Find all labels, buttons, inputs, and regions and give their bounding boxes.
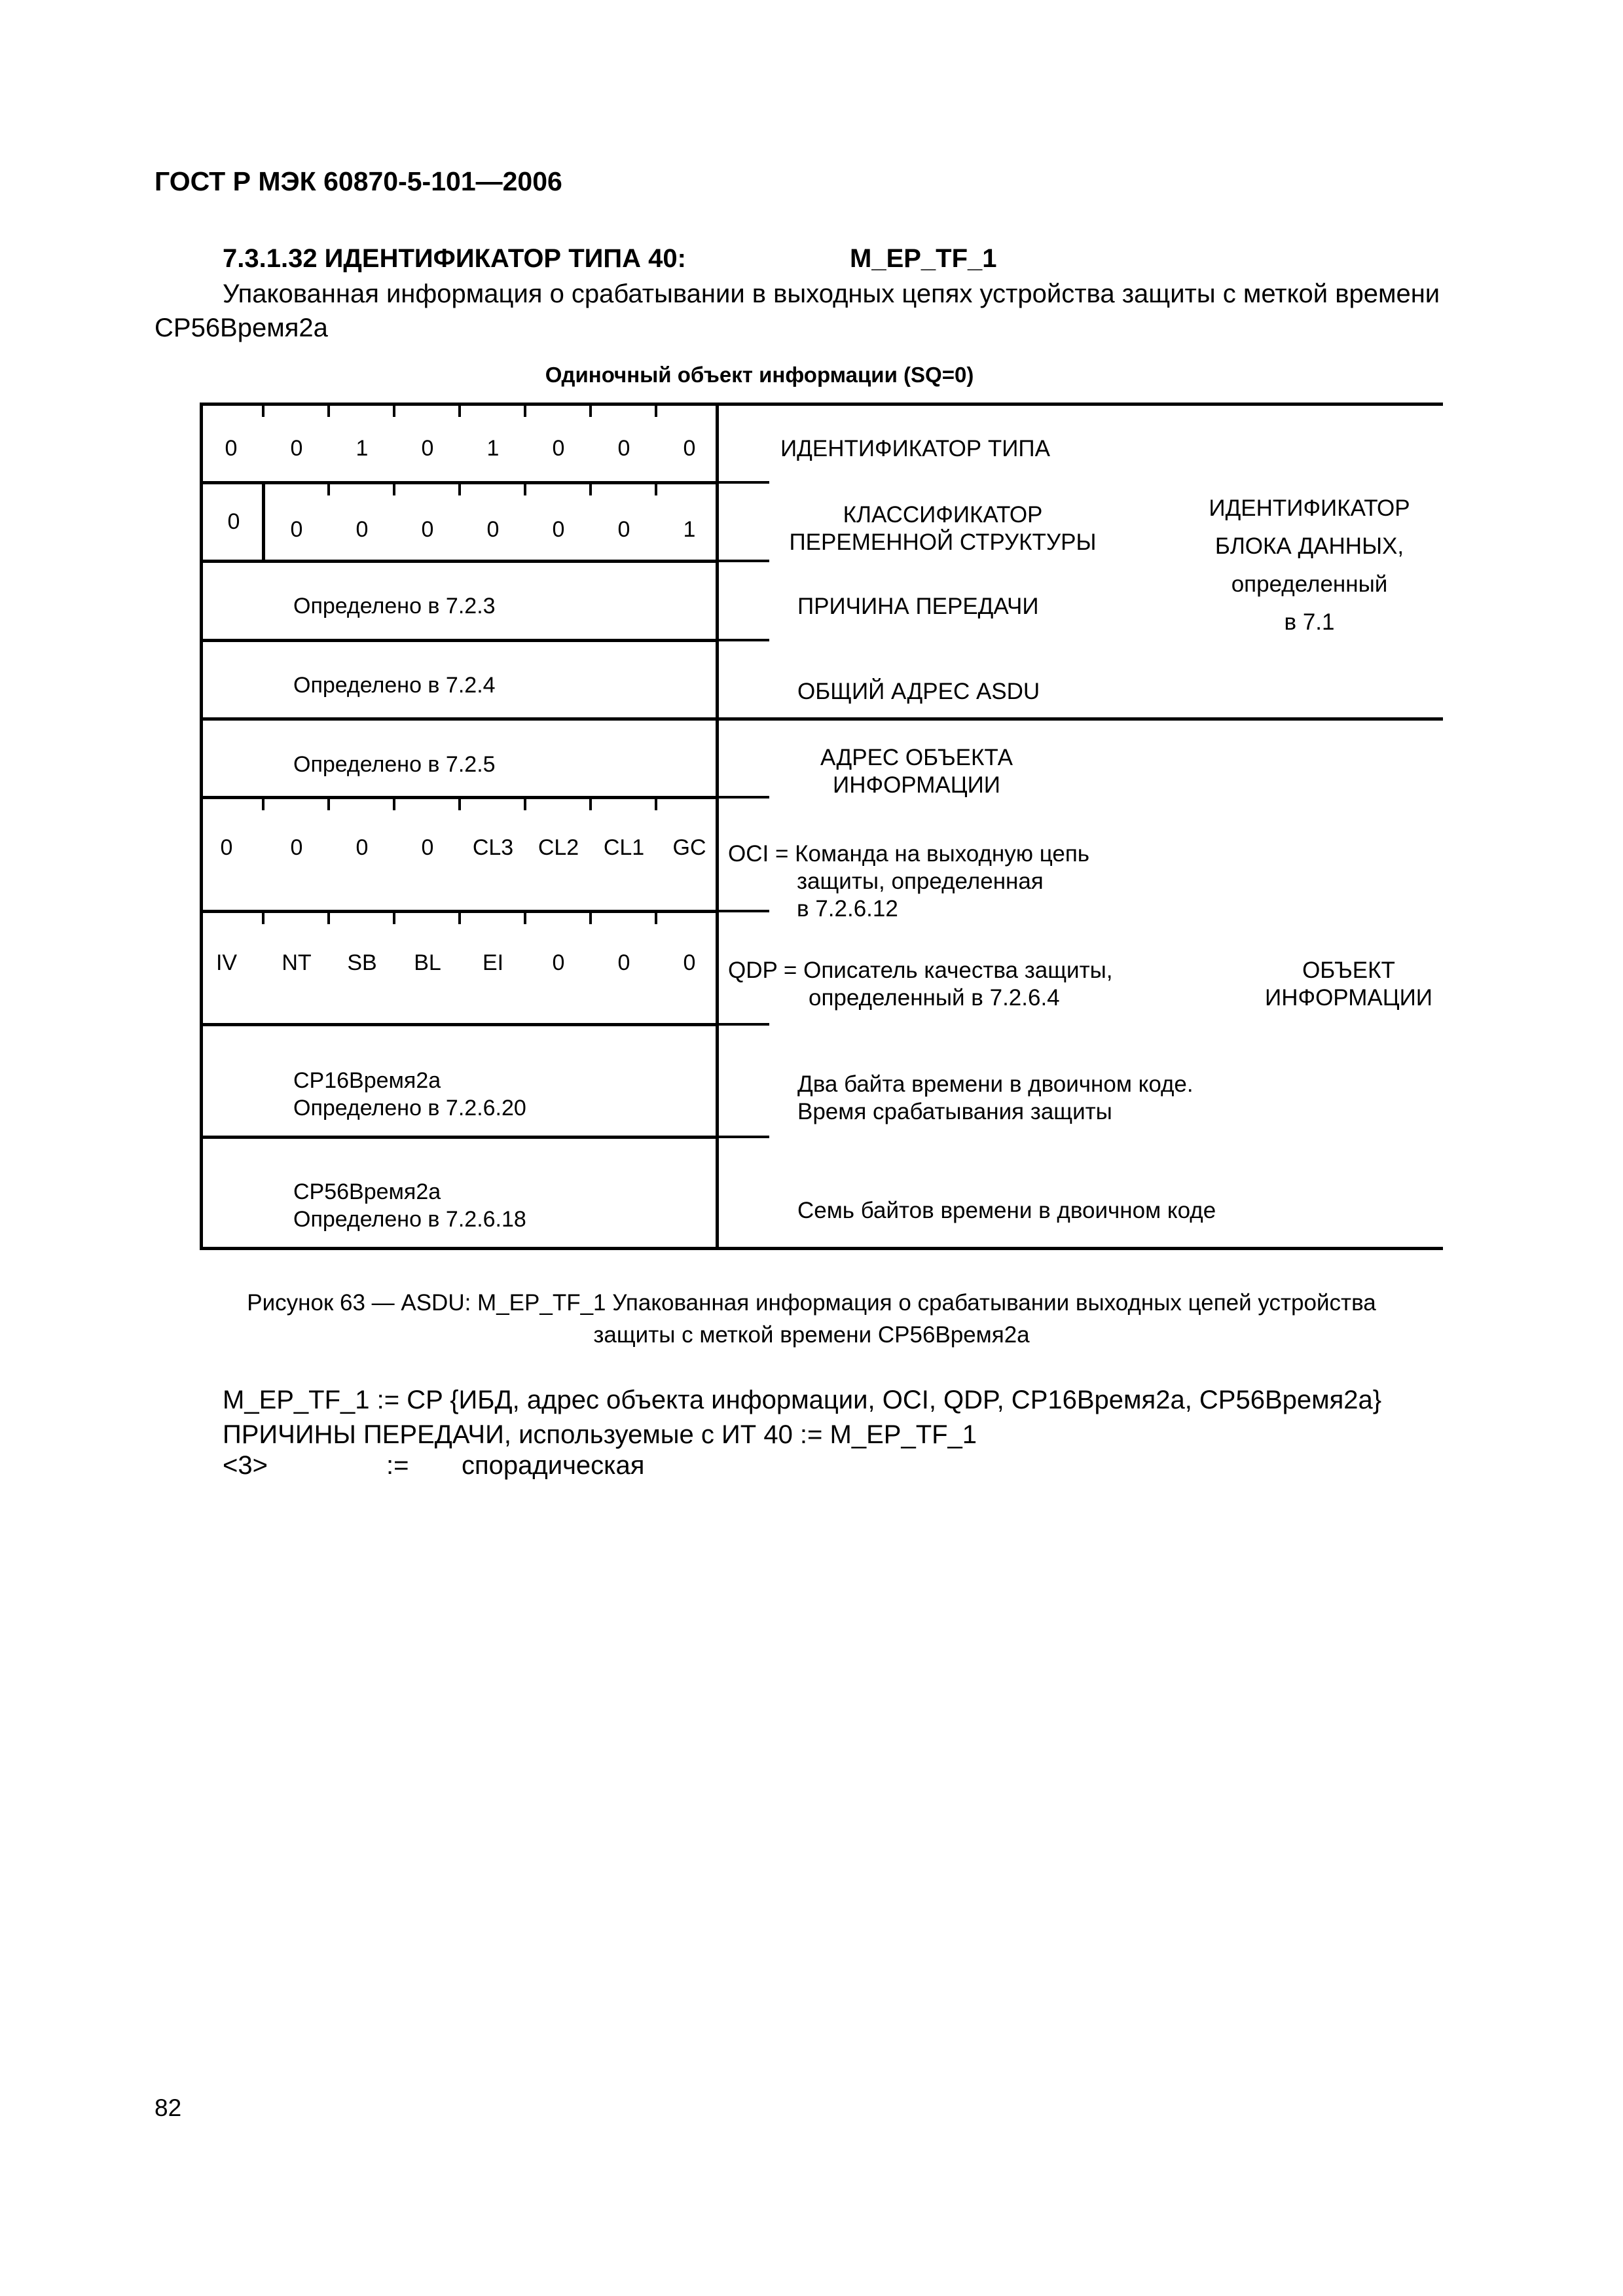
cp56-name: СР56Время2а xyxy=(293,1179,441,1204)
cp56-cell xyxy=(293,1178,526,1233)
bit-tick xyxy=(458,484,461,495)
type-id-bit-4: 1 xyxy=(486,436,500,461)
label-io-line2: ИНФОРМАЦИИ xyxy=(1265,985,1432,1011)
qdp-bit: 0 xyxy=(617,950,630,975)
cot-code: <3> xyxy=(223,1451,268,1480)
qdp-bit: EI xyxy=(482,950,504,975)
bit-tick xyxy=(327,913,330,924)
vsq-sq-bit: 0 xyxy=(227,509,240,534)
bit-tick xyxy=(524,484,526,495)
row-line-8 xyxy=(201,1136,717,1139)
label-ioa-line2: ИНФОРМАЦИИ xyxy=(833,772,1000,798)
cot-value: спорадическая xyxy=(462,1451,645,1480)
label-cot: ПРИЧИНА ПЕРЕДАЧИ xyxy=(797,594,1039,619)
vsq-bit: 1 xyxy=(683,517,696,542)
qdp-bit: BL xyxy=(414,950,441,975)
label-ioa-line1: АДРЕС ОБЪЕКТА xyxy=(820,745,1013,770)
vsq-bit: 0 xyxy=(290,517,303,542)
row-line-7 xyxy=(201,1023,717,1026)
bit-tick xyxy=(458,913,461,924)
label-cp56: Семь байтов времени в двоичном коде xyxy=(797,1198,1216,1223)
bit-tick xyxy=(524,799,526,810)
description-line-1: Упакованная информация о срабатывании в выходных цепях устройства защиты с меткой времени xyxy=(223,279,1440,308)
cot-assign: := xyxy=(386,1451,409,1480)
bit-tick xyxy=(327,406,330,417)
bit-tick xyxy=(262,913,264,924)
bit-tick xyxy=(393,406,395,417)
stub-3 xyxy=(717,639,769,641)
cp56-ref: Определено в 7.2.6.18 xyxy=(293,1207,526,1232)
section-type-code: M_EP_TF_1 xyxy=(850,244,997,273)
label-type-id: ИДЕНТИФИКАТОР ТИПА xyxy=(780,436,1050,461)
type-id-bit-6: 1 xyxy=(356,436,369,461)
cp16-ref: Определено в 7.2.6.20 xyxy=(293,1096,526,1121)
bit-tick xyxy=(262,406,264,417)
oci-bit: 0 xyxy=(290,835,303,860)
row-line-9 xyxy=(201,1247,1443,1250)
type-id-bit-5: 0 xyxy=(421,436,434,461)
type-id-bit-2: 0 xyxy=(617,436,630,461)
label-cp16-line1: Два байта времени в двоичном коде. xyxy=(797,1071,1194,1097)
bit-tick xyxy=(262,799,264,810)
caption-line-1: Рисунок 63 — ASDU: M_EP_TF_1 Упакованная информация о срабатывании выходных цепей устройства xyxy=(247,1290,1376,1316)
asdu-address-cell: Определено в 7.2.4 xyxy=(293,673,496,698)
stub-7 xyxy=(717,1023,769,1026)
qdp-bit: SB xyxy=(347,950,377,975)
bit-tick xyxy=(655,484,657,495)
figure-caption xyxy=(0,1287,1623,1351)
formula-line-1: M_EP_TF_1 := CP {ИБД, адрес объекта информации, OCI, QDP, СР16Время2а, СР56Время2а} xyxy=(223,1386,1382,1414)
section-title: 7.3.1.32 ИДЕНТИФИКАТОР ТИПА 40: xyxy=(223,244,686,273)
qdp-bit: 0 xyxy=(683,950,696,975)
vsq-bit: 0 xyxy=(356,517,369,542)
qdp-bit: IV xyxy=(215,950,238,975)
type-id-bit-8: 0 xyxy=(225,436,238,461)
label-vsq-line2: ПЕРЕМЕННОЙ СТРУКТУРЫ xyxy=(789,529,1097,555)
bit-tick xyxy=(458,406,461,417)
label-oci-line1: OCI = Команда на выходную цепь xyxy=(728,841,1090,867)
bit-tick xyxy=(589,406,592,417)
bit-tick xyxy=(393,799,395,810)
bit-tick xyxy=(589,484,592,495)
type-id-bit-1: 0 xyxy=(683,436,696,461)
vsq-bit: 0 xyxy=(552,517,565,542)
bit-tick xyxy=(393,913,395,924)
type-id-bit-3: 0 xyxy=(552,436,565,461)
label-information-object xyxy=(1224,957,1473,1012)
bit-tick xyxy=(393,484,395,495)
oci-bit: 0 xyxy=(421,835,434,860)
label-qdp-line1: QDP = Описатель качества защиты, xyxy=(728,958,1113,983)
label-dui-line4: в 7.1 xyxy=(1284,609,1335,635)
type-id-bit-7: 0 xyxy=(290,436,303,461)
qdp-bit: NT xyxy=(282,950,312,975)
bit-tick xyxy=(327,799,330,810)
label-oci xyxy=(728,840,1089,923)
label-oci-line3: в 7.2.6.12 xyxy=(797,896,898,922)
caption-line-2: защиты с меткой времени СР56Время2а xyxy=(593,1322,1030,1348)
cp16-name: СР16Время2а xyxy=(293,1068,441,1093)
bit-tick xyxy=(524,913,526,924)
label-asdu-address: ОБЩИЙ АДРЕС ASDU xyxy=(797,679,1040,704)
bit-tick xyxy=(655,799,657,810)
row-line-0 xyxy=(201,403,1443,406)
vsq-bit: 0 xyxy=(421,517,434,542)
row-line-2 xyxy=(201,560,717,563)
label-dui-line2: БЛОКА ДАННЫХ, xyxy=(1214,533,1404,559)
label-ioa xyxy=(759,744,1074,799)
row-line-3 xyxy=(201,639,717,642)
oci-bit: CL3 xyxy=(472,835,514,860)
label-cp16-line2: Время срабатывания защиты xyxy=(797,1099,1112,1124)
bit-tick xyxy=(655,406,657,417)
bit-tick xyxy=(458,799,461,810)
label-dui-line1: ИДЕНТИФИКАТОР xyxy=(1209,495,1410,521)
formula-block xyxy=(223,1383,1381,1452)
vsq-bit: 0 xyxy=(617,517,630,542)
stub-1 xyxy=(717,481,769,484)
stub-8 xyxy=(717,1136,769,1138)
section-description xyxy=(155,277,1480,345)
bit-tick xyxy=(524,406,526,417)
oci-bit: 0 xyxy=(220,835,233,860)
label-qdp-line2: определенный в 7.2.6.4 xyxy=(809,985,1060,1011)
vsq-bit: 0 xyxy=(486,517,500,542)
oci-bit: 0 xyxy=(356,835,369,860)
description-line-2: СР56Время2а xyxy=(155,314,328,342)
label-dui-line3: определенный xyxy=(1231,571,1388,597)
bit-tick xyxy=(589,799,592,810)
label-io-line1: ОБЪЕКТ xyxy=(1302,958,1395,983)
bit-tick xyxy=(327,484,330,495)
row-line-4 xyxy=(201,717,1443,721)
stub-2 xyxy=(717,560,769,562)
document-header: ГОСТ Р МЭК 60870-5-101—2006 xyxy=(155,166,562,196)
bit-tick xyxy=(589,913,592,924)
qdp-bit: 0 xyxy=(552,950,565,975)
oci-bit: CL2 xyxy=(538,835,579,860)
label-cp16 xyxy=(797,1071,1194,1126)
page-number: 82 xyxy=(155,2094,182,2121)
bit-tick xyxy=(655,913,657,924)
figure-title: Одиночный объект информации (SQ=0) xyxy=(545,363,974,387)
label-oci-line2: защиты, определенная xyxy=(797,869,1044,894)
formula-line-2: ПРИЧИНЫ ПЕРЕДАЧИ, используемые с ИТ 40 := M_EP_TF_1 xyxy=(223,1420,977,1449)
label-vsq-line1: КЛАССИФИКАТОР xyxy=(843,502,1043,528)
label-vsq xyxy=(746,501,1139,556)
cot-cell: Определено в 7.2.3 xyxy=(293,594,496,619)
oci-bit: GC xyxy=(672,835,706,860)
label-data-unit-identifier xyxy=(1178,490,1440,641)
ioa-cell: Определено в 7.2.5 xyxy=(293,752,496,777)
cp16-cell xyxy=(293,1067,526,1122)
oci-bit: CL1 xyxy=(603,835,645,860)
label-qdp xyxy=(728,957,1113,1012)
